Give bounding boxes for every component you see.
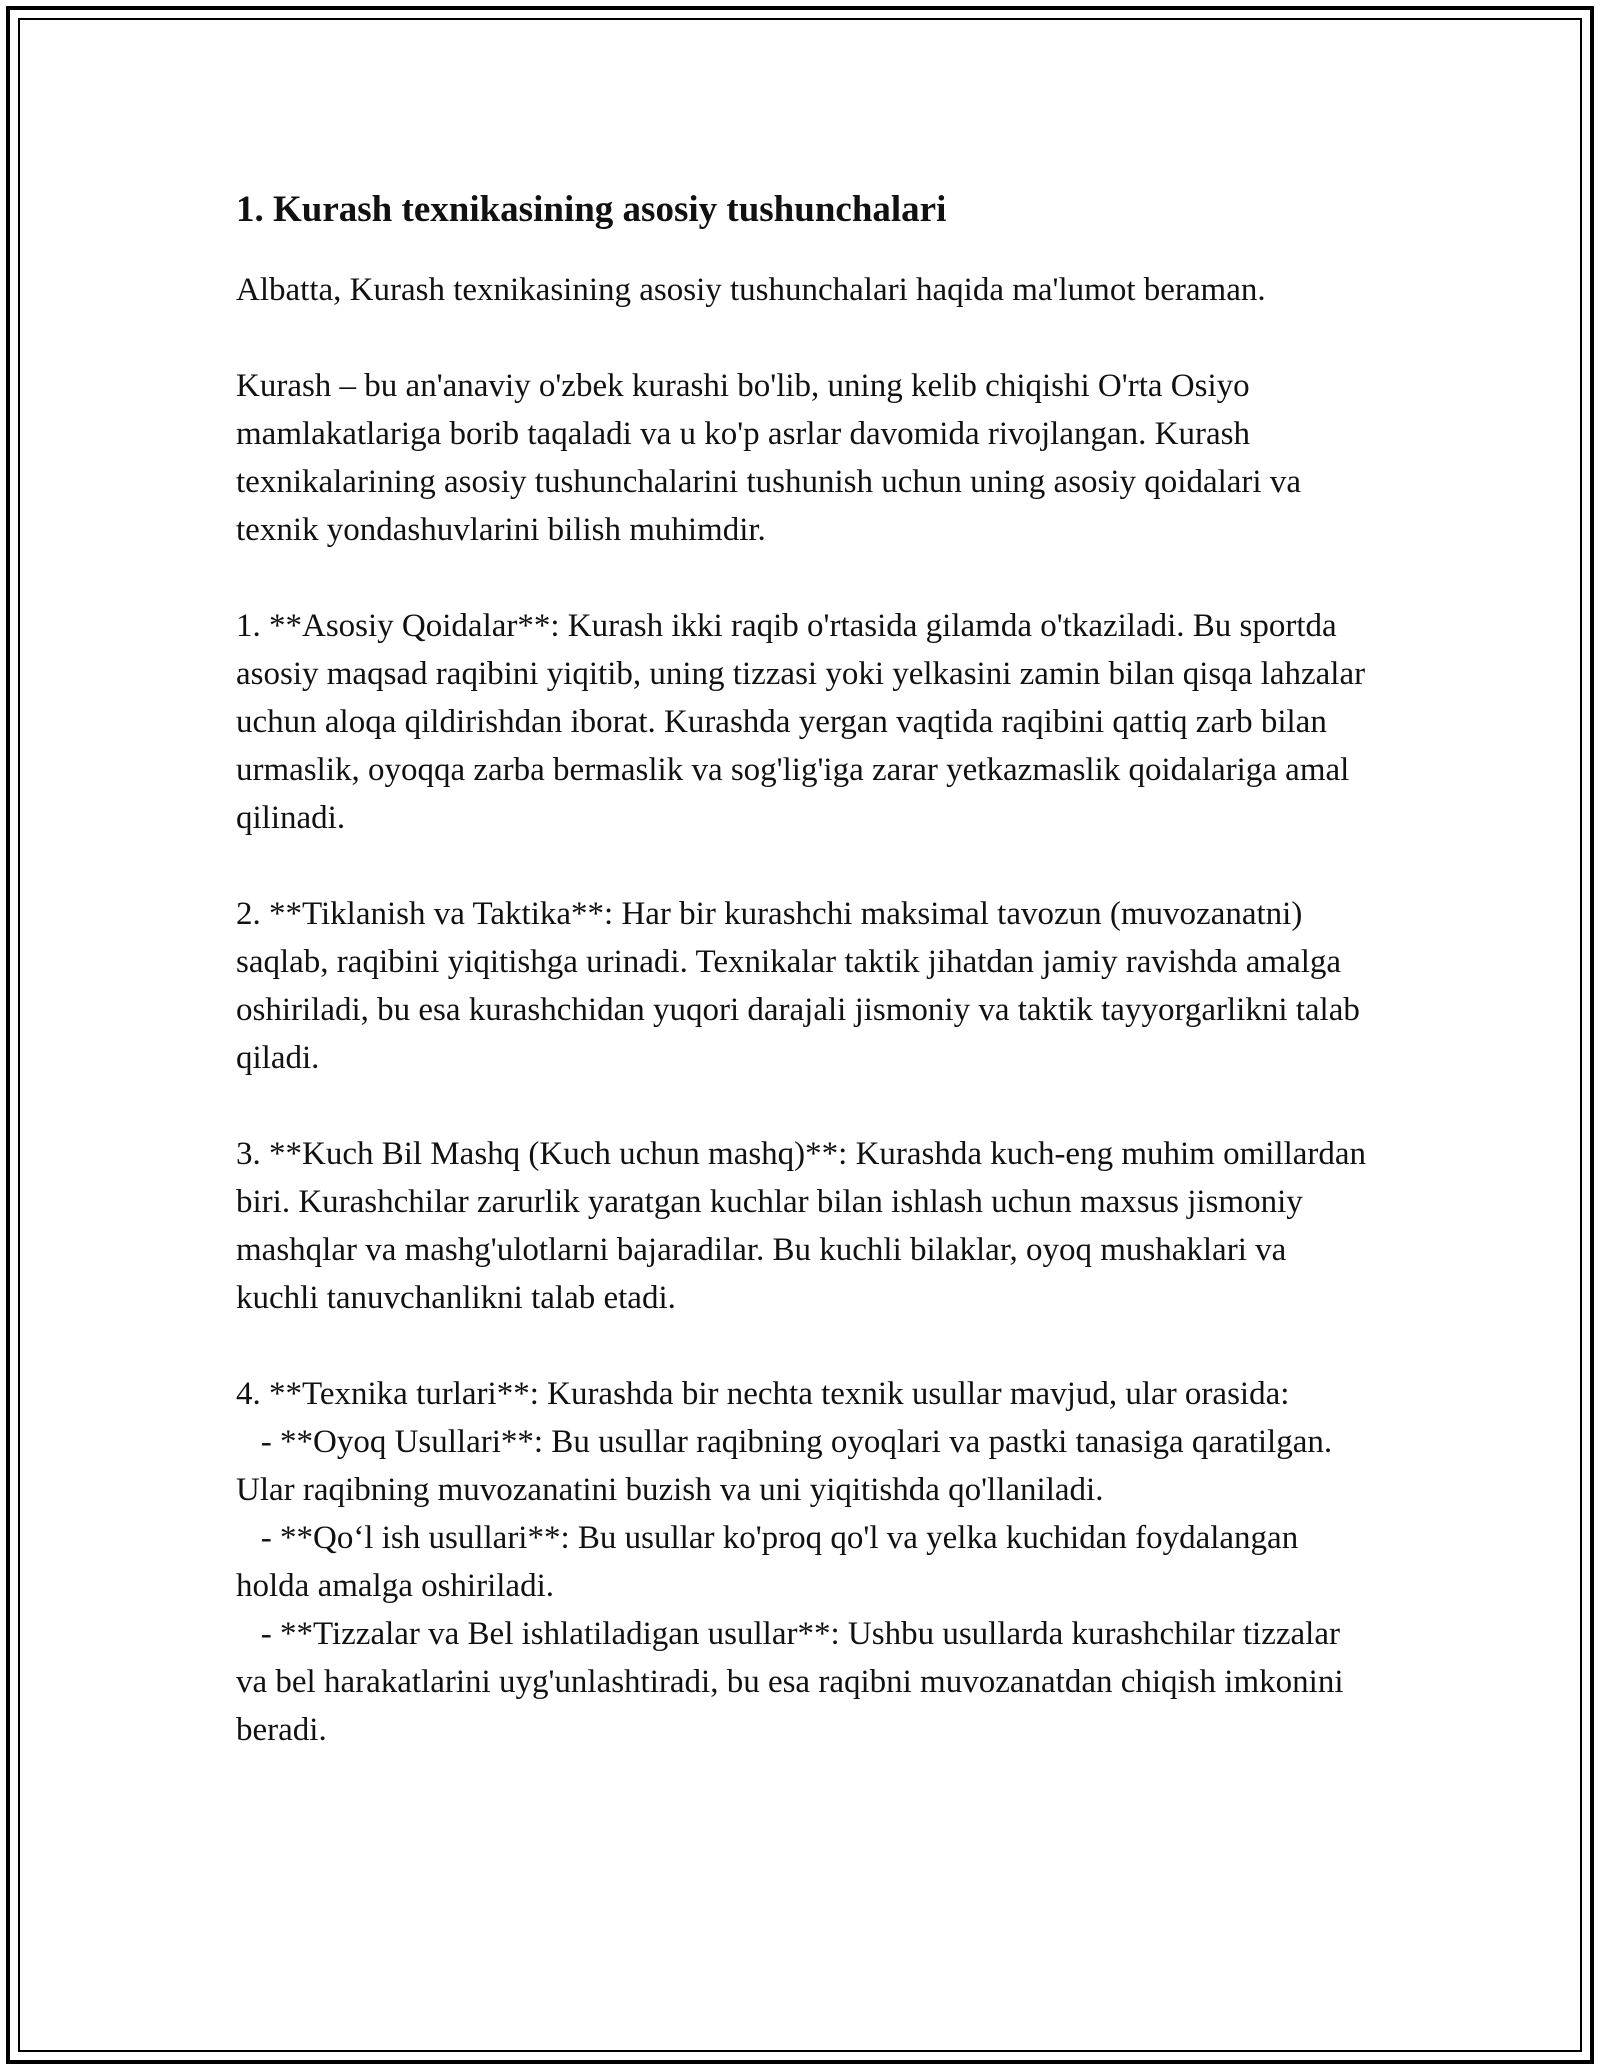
techniques-heading: 4. **Texnika turlari**: Kurashda bir nechta texnik usullar mavjud, ular orasida:	[236, 1376, 1290, 1412]
list-item	[236, 1610, 1376, 1754]
section-tactics: 2. **Tiklanish va Taktika**: Har bir kurashchi maksimal tavozun (muvozanatni) saqlab, raqibini yiqitishga urinadi. Texnikalar taktik jihatdan jamiy ravishda amalga oshiriladi, bu esa kurashchidan yuqori darajali jismoniy va taktik tayyorgarlikni talab qiladi.	[236, 896, 1360, 1076]
intro-paragraph: Albatta, Kurash texnikasining asosiy tushunchalari haqida ma'lumot beraman.	[236, 272, 1266, 308]
section-techniques	[236, 1370, 1376, 1754]
technique-hand: - **Qo‘l ish usullari**: Bu usullar ko'proq qo'l va yelka kuchidan foydalangan holda amalga oshiriladi.	[236, 1520, 1299, 1604]
technique-leg: - **Oyoq Usullari**: Bu usullar raqibning oyoqlari va pastki tanasiga qaratilgan. Ular raqibning muvozanatini buzish va uni yiqitishda qo'llaniladi.	[236, 1424, 1333, 1508]
document-body	[236, 186, 1376, 1802]
overview-paragraph: Kurash – bu an'anaviy o'zbek kurashi bo'lib, uning kelib chiqishi O'rta Osiyo mamlakatlariga borib taqaladi va u ko'p asrlar davomida rivojlangan. Kurash texnikalarining asosiy tushunchalarini tushunish uchun uning asosiy qoidalari va texnik yondashuvlarini bilish muhimdir.	[236, 368, 1301, 548]
section-rules: 1. **Asosiy Qoidalar**: Kurash ikki raqib o'rtasida gilamda o'tkaziladi. Bu sportda asosiy maqsad raqibini yiqitib, uning tizzasi yoki yelkasini zamin bilan qisqa lahzalar uchun aloqa qildirishdan iborat. Kurashda yergan vaqtida raqibini qattiq zarb bilan urmaslik, oyoqqa zarba bermaslik va sog'lig'iga zarar yetkazmaslik qoidalariga amal qilinadi.	[236, 608, 1366, 836]
technique-knee-waist: - **Tizzalar va Bel ishlatiladigan usullar**: Ushbu usullarda kurashchilar tizzalar va bel harakatlarini uyg'unlashtiradi, bu esa raqibni muvozanatdan chiqish imkonini beradi.	[236, 1616, 1344, 1748]
section-strength: 3. **Kuch Bil Mashq (Kuch uchun mashq)**: Kurashda kuch-eng muhim omillardan biri. Kurashchilar zarurlik yaratgan kuchlar bilan ishlash uchun maxsus jismoniy mashqlar va mashg'ulotlarni bajaradilar. Bu kuchli bilaklar, oyoq mushaklari va kuchli tanuvchanlikni talab etadi.	[236, 1136, 1367, 1316]
list-item	[236, 1418, 1376, 1514]
list-item	[236, 1514, 1376, 1610]
document-title: 1. Kurash texnikasining asosiy tushunchalari	[236, 189, 947, 230]
